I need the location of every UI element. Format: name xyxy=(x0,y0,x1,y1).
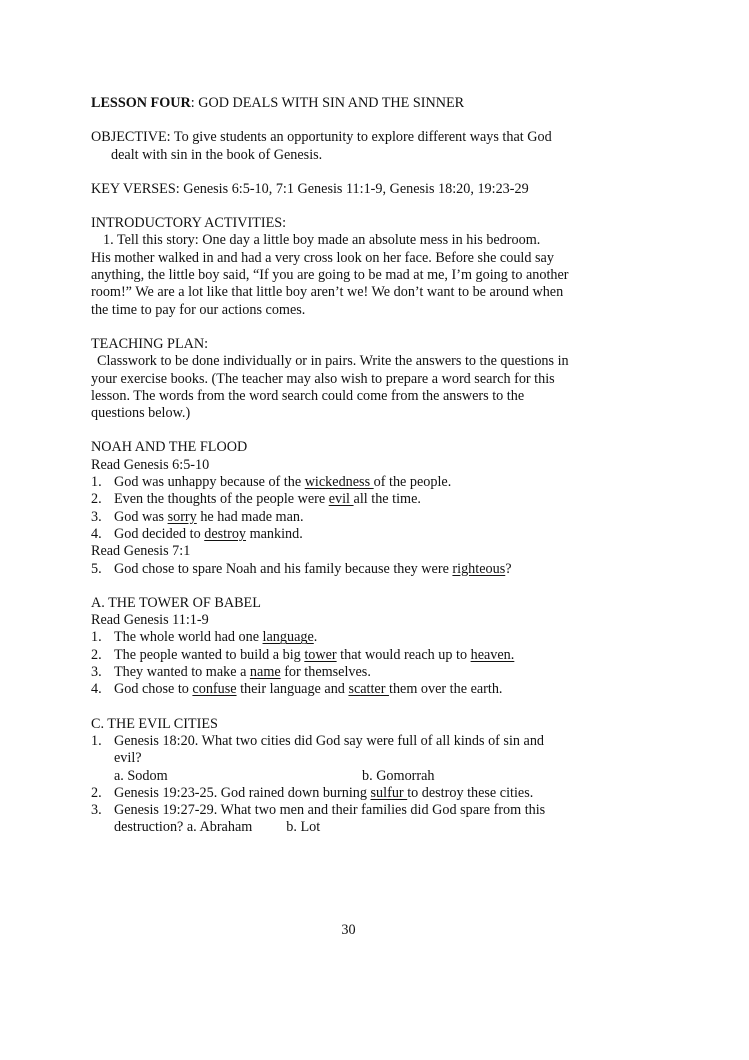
cities-item-3: 3. Genesis 19:27-29. What two men and their families did God spare from this xyxy=(91,802,546,819)
noah-heading: NOAH AND THE FLOOD xyxy=(91,439,248,456)
cities-item-1-cont: evil? xyxy=(114,750,142,767)
intro-line: 1. Tell this story: One day a little boy made an absolute mess in his bedroom. xyxy=(103,232,541,249)
noah-item-2: 2. Even the thoughts of the people were evil all the time. xyxy=(91,491,421,508)
answer-tower: tower xyxy=(304,646,337,663)
babel-heading: A. THE TOWER OF BABEL xyxy=(91,594,261,611)
noah-item-3: 3. God was sorry he had made man. xyxy=(91,508,304,525)
answer-righteous: righteous xyxy=(452,560,506,577)
objective-line1: OBJECTIVE: To give students an opportunity to explore different ways that God xyxy=(91,129,552,146)
noah-item-1: 1. God was unhappy because of the wickedness of the people. xyxy=(91,474,452,491)
babel-item-3: 3. They wanted to make a name for themselves. xyxy=(91,664,371,681)
cities-item-3-cont xyxy=(91,819,621,836)
objective-line2: dealt with sin in the book of Genesis. xyxy=(111,146,323,163)
cities-item-1: 1. Genesis 18:20. What two cities did God say were full of all kinds of sin and xyxy=(91,732,545,749)
intro-line: anything, the little boy said, “If you are going to be mad at me, I’m going to another xyxy=(91,267,569,284)
cities-heading: C. THE EVIL CITIES xyxy=(91,715,218,732)
lesson-title xyxy=(91,95,621,112)
babel-read: Read Genesis 11:1-9 xyxy=(91,612,209,629)
key-verses: KEY VERSES: Genesis 6:5-10, 7:1 Genesis 11:1-9, Genesis 18:20, 19:23-29 xyxy=(91,180,529,197)
noah-item-5: 5. God chose to spare Noah and his family because they were righteous? xyxy=(91,560,512,577)
lesson-title-text: : GOD DEALS WITH SIN AND THE SINNER xyxy=(190,95,465,111)
document-page xyxy=(91,95,621,837)
answer-destroy: destroy xyxy=(204,525,247,542)
answer-confuse: confuse xyxy=(192,681,237,698)
answer-gomorrah: b. Gomorrah xyxy=(362,767,435,784)
lesson-label: LESSON FOUR xyxy=(91,95,191,111)
answer-sulfur: sulfur xyxy=(370,784,408,801)
teaching-line: Classwork to be done individually or in pairs. Write the answers to the questions in xyxy=(97,353,569,370)
page-number: 30 xyxy=(341,922,356,938)
babel-item-4: 4. God chose to confuse their language and scatter them over the earth. xyxy=(91,681,503,698)
answer-lot: b. Lot xyxy=(286,819,321,836)
answer-wickedness: wickedness xyxy=(304,474,374,491)
answer-scatter: scatter xyxy=(348,681,390,698)
teaching-heading: TEACHING PLAN: xyxy=(91,335,209,352)
teaching-line: lesson. The words from the word search could come from the answers to the xyxy=(91,387,525,404)
answer-evil: evil xyxy=(328,491,354,508)
teaching-line: questions below.) xyxy=(91,405,191,422)
answer-abraham: destruction? a. Abraham xyxy=(114,819,253,836)
intro-line: room!” We are a lot like that little boy aren’t we! We don’t want to be around when xyxy=(91,284,564,301)
noah-read-2: Read Genesis 7:1 xyxy=(91,543,191,560)
cities-item-2: 2. Genesis 19:23-25. God rained down burning sulfur to destroy these cities. xyxy=(91,784,534,801)
answer-sodom: a. Sodom xyxy=(114,767,168,784)
answer-name: name xyxy=(249,664,281,681)
intro-heading: INTRODUCTORY ACTIVITIES: xyxy=(91,215,287,232)
teaching-line: your exercise books. (The teacher may also wish to prepare a word search for this xyxy=(91,370,555,387)
cities-item-1-answers xyxy=(91,768,621,785)
intro-line: the time to pay for our actions comes. xyxy=(91,301,306,318)
noah-item-4: 4. God decided to destroy mankind. xyxy=(91,525,303,542)
answer-language: language xyxy=(262,629,314,646)
babel-item-1: 1. The whole world had one language. xyxy=(91,629,318,646)
answer-sorry: sorry xyxy=(167,508,197,525)
intro-line: His mother walked in and had a very cross look on her face. Before she could say xyxy=(91,249,554,266)
noah-read-1: Read Genesis 6:5-10 xyxy=(91,456,210,473)
answer-heaven: heaven. xyxy=(470,646,515,663)
babel-item-2: 2. The people wanted to build a big tower that would reach up to heaven. xyxy=(91,646,515,663)
